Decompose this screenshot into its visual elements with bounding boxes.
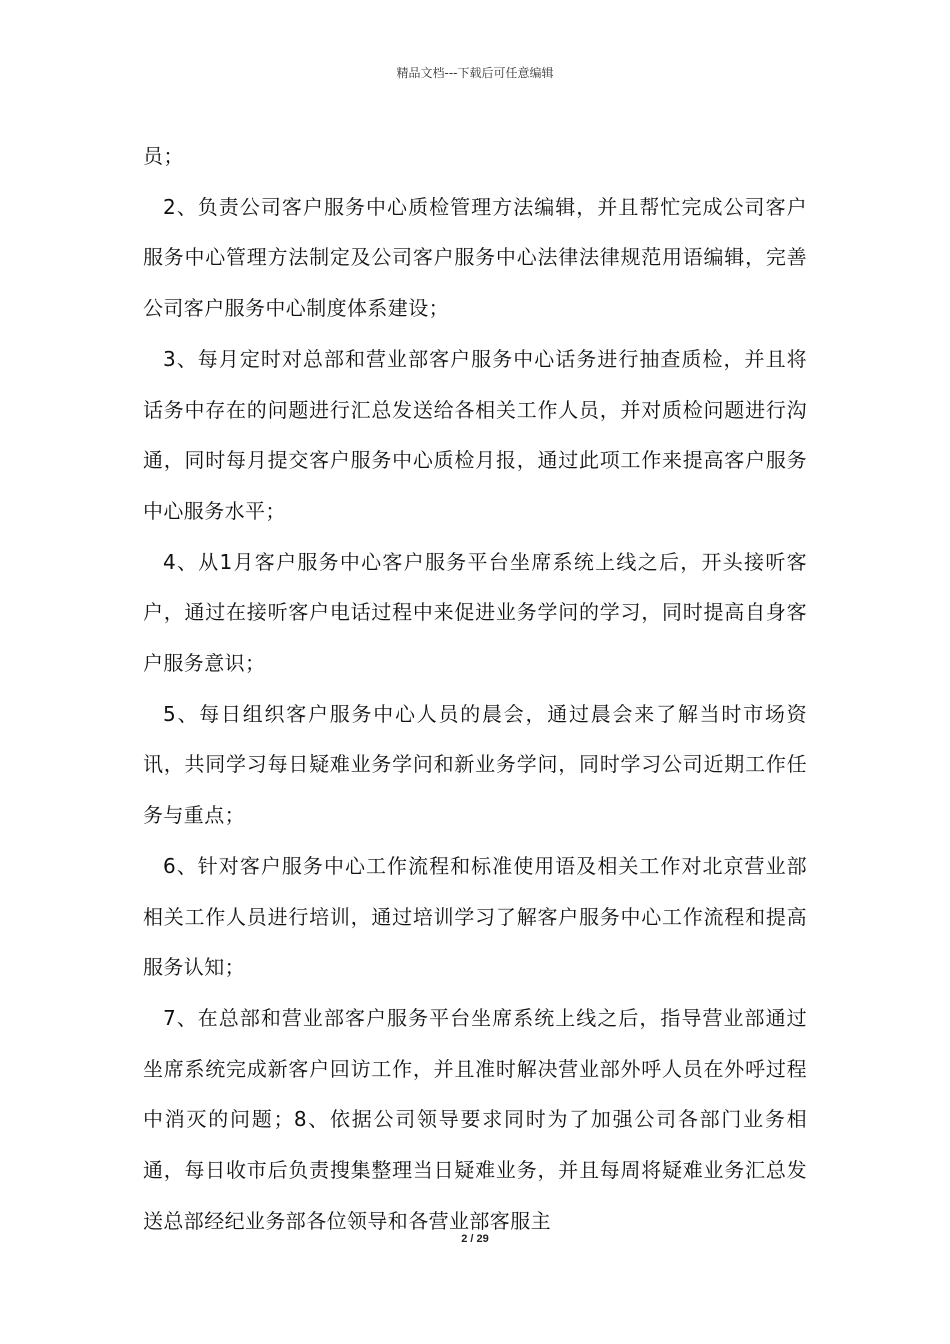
paragraph-item-6: 6、针对客户服务中心工作流程和标准使用语及相关工作对北京营业部相关工作人员进行培训，通过培训学习了解客户服务中心工作流程和提高服务认知； bbox=[143, 853, 807, 980]
page-number: 2 / 29 bbox=[461, 1233, 489, 1245]
paragraph-item-7: 7、在总部和营业部客户服务平台坐席系统上线之后，指导营业部通过坐席系统完成新客户回访工作，并且准时解决营业部外呼人员在外呼过程中消灭的问题；8、依据公司领导要求同时为了加强公司各部门业务相通，每日收市后负责搜集整理当日疑难业务，并且每周将疑难业务汇总发送总部经纪业务部各位领导和各营业部客服主 bbox=[143, 1005, 807, 1233]
paragraph-item-4: 4、从1月客户服务中心客户服务平台坐席系统上线之后，开头接听客户，通过在接听客户电话过程中来促进业务学问的学习，同时提高自身客户服务意识； bbox=[143, 549, 807, 676]
paragraph-item-2: 2、负责公司客户服务中心质检管理方法编辑，并且帮忙完成公司客户服务中心管理方法制定及公司客户服务中心法律法律规范用语编辑，完善公司客户服务中心制度体系建设； bbox=[143, 194, 807, 321]
page-header: 精品文档---下载后可任意编辑 bbox=[396, 66, 554, 80]
paragraph-item-5: 5、每日组织客户服务中心人员的晨会，通过晨会来了解当时市场资讯，共同学习每日疑难业务学问和新业务学问，同时学习公司近期工作任务与重点； bbox=[143, 701, 807, 828]
paragraph-continuation: 员； bbox=[143, 144, 184, 168]
document-body bbox=[143, 131, 807, 1246]
paragraph-item-3: 3、每月定时对总部和营业部客户服务中心话务进行抽查质检，并且将话务中存在的问题进行汇总发送给各相关工作人员，并对质检问题进行沟通，同时每月提交客户服务中心质检月报，通过此项工作来提高客户服务中心服务水平； bbox=[143, 346, 807, 523]
